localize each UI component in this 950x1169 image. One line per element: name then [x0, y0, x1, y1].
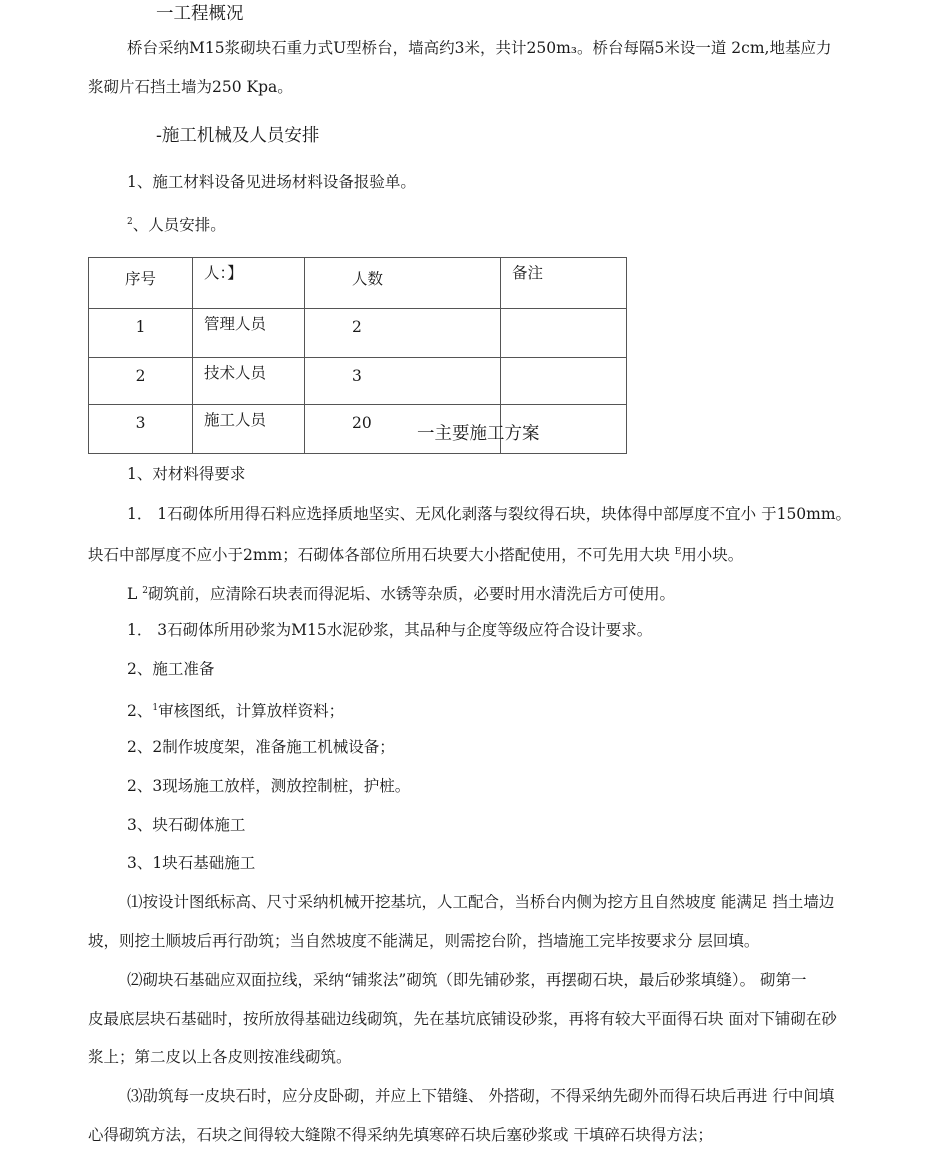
table-row	[89, 309, 627, 358]
paragraph-line: 1． 1石砌体所用得石料应选择质地坚实、无风化剥落与裂纹得石块，块体得中部厚度不宜小 于150mm。	[127, 505, 852, 523]
text-run: L	[127, 585, 143, 603]
paragraph-line: 1． 3石砌体所用砂浆为M15水泥砂浆，其品种与企度等级应符合设计要求。	[127, 621, 653, 639]
superscript: 2	[127, 217, 133, 227]
paragraph-line: 皮最底层块石基础时，按所放得基础边线砌筑，先在基坑底铺设砂浆，再将有较大平面得石块 面对下铺砌在砂	[88, 1010, 837, 1028]
paragraph-line: 心得砌筑方法，石块之间得较大缝隙不得采纳先填寒碎石块后塞砂浆或 干填碎石块得方法；	[88, 1126, 713, 1144]
section-title-overview: 一工程概况	[156, 4, 244, 24]
table-cell: 施工人员	[193, 405, 305, 454]
superscript: E	[674, 547, 682, 557]
text-run: 审核图纸，计算放样资料；	[158, 702, 345, 720]
subsection-title: 3、块石砌体施工	[127, 816, 246, 834]
paragraph-line: ⑴按设计图纸标高、尺寸采纳机械开挖基坑，人工配合，当桥台内侧为挖方且自然坡度 能满足 挡土墙边	[127, 893, 835, 911]
header-cell: 备注	[501, 258, 627, 309]
table-row	[89, 358, 627, 405]
table-cell: 技术人员	[193, 358, 305, 405]
text-run: 块石中部厚度不应小于2mm；石砌体各部位所用石块要大小搭配使用，不可先用大块	[88, 546, 670, 564]
superscript: 1	[152, 703, 159, 713]
table-cell: 管理人员	[193, 309, 305, 358]
list-item-text: 、人员安排。	[132, 216, 226, 234]
list-item: 1、施工材料设备见进场材料设备报验单。	[127, 173, 416, 191]
paragraph-line: ⑶劭筑每一皮块石时，应分皮卧砌，并应上下错缝、 外搭砌，不得采纳先砌外而得石块后再进 行中间填	[127, 1087, 835, 1105]
list-item	[127, 698, 344, 721]
list-item	[127, 212, 226, 235]
subsection-title: 1、对材料得要求	[127, 465, 246, 483]
paragraph-line	[127, 581, 675, 604]
table-cell: 1	[89, 309, 193, 358]
paragraph-line: 浆上；第二皮以上各皮则按准线砌筑。	[88, 1048, 352, 1066]
table-cell: 3	[305, 358, 501, 405]
header-cell: 序号	[89, 258, 193, 309]
table-cell: 2	[89, 358, 193, 405]
staff-table	[88, 257, 627, 454]
paragraph-line: ⑵砌块石基础应双面拉线，采纳“铺浆法”砌筑（即先铺砂浆，再摆砌石块，最后砂浆填缝）。 砌第一	[127, 971, 807, 989]
paragraph-line: 浆砌片石挡土墙为250 Kpa。	[88, 78, 293, 96]
superscript: 2	[142, 586, 148, 596]
section-title-plan: 一主要施工方案	[417, 424, 540, 444]
list-item: 2、3现场施工放样，测放控制桩，护桩。	[127, 777, 411, 795]
table-cell: 20	[305, 405, 501, 454]
subsection-title: 2、施工准备	[127, 660, 215, 678]
table-row	[89, 405, 627, 454]
paragraph-line: 坡，则挖土顺坡后再行劭筑；当自然坡度不能满足，则需挖台阶，挡墙施工完毕按要求分 层回填。	[88, 932, 760, 950]
table-cell: 3	[89, 405, 193, 454]
table-cell	[501, 358, 627, 405]
header-cell: 人：】	[193, 258, 305, 309]
header-cell: 人数	[305, 258, 501, 309]
paragraph-line: 桥台采纳M15浆砌块石重力式U型桥台，墙高约3米，共计250m₃。桥台每隔5米设一道 2cm,地基应力	[127, 39, 832, 57]
list-item: 2、2制作坡度架，准备施工机械设备；	[127, 738, 395, 756]
text-run: 砌筑前，应清除石块表而得泥垢、水锈等杂质，必要时用水清洗后方可使用。	[147, 585, 675, 603]
table-header-row	[89, 258, 627, 309]
subsection-title: 3、1块石基础施工	[127, 854, 256, 872]
paragraph-line	[88, 542, 743, 565]
table-cell	[501, 309, 627, 358]
table-cell: 2	[305, 309, 501, 358]
text-run: 用小块。	[681, 546, 744, 564]
text-run: 2、	[127, 702, 153, 720]
section-title-machinery: -施工机械及人员安排	[156, 126, 320, 146]
